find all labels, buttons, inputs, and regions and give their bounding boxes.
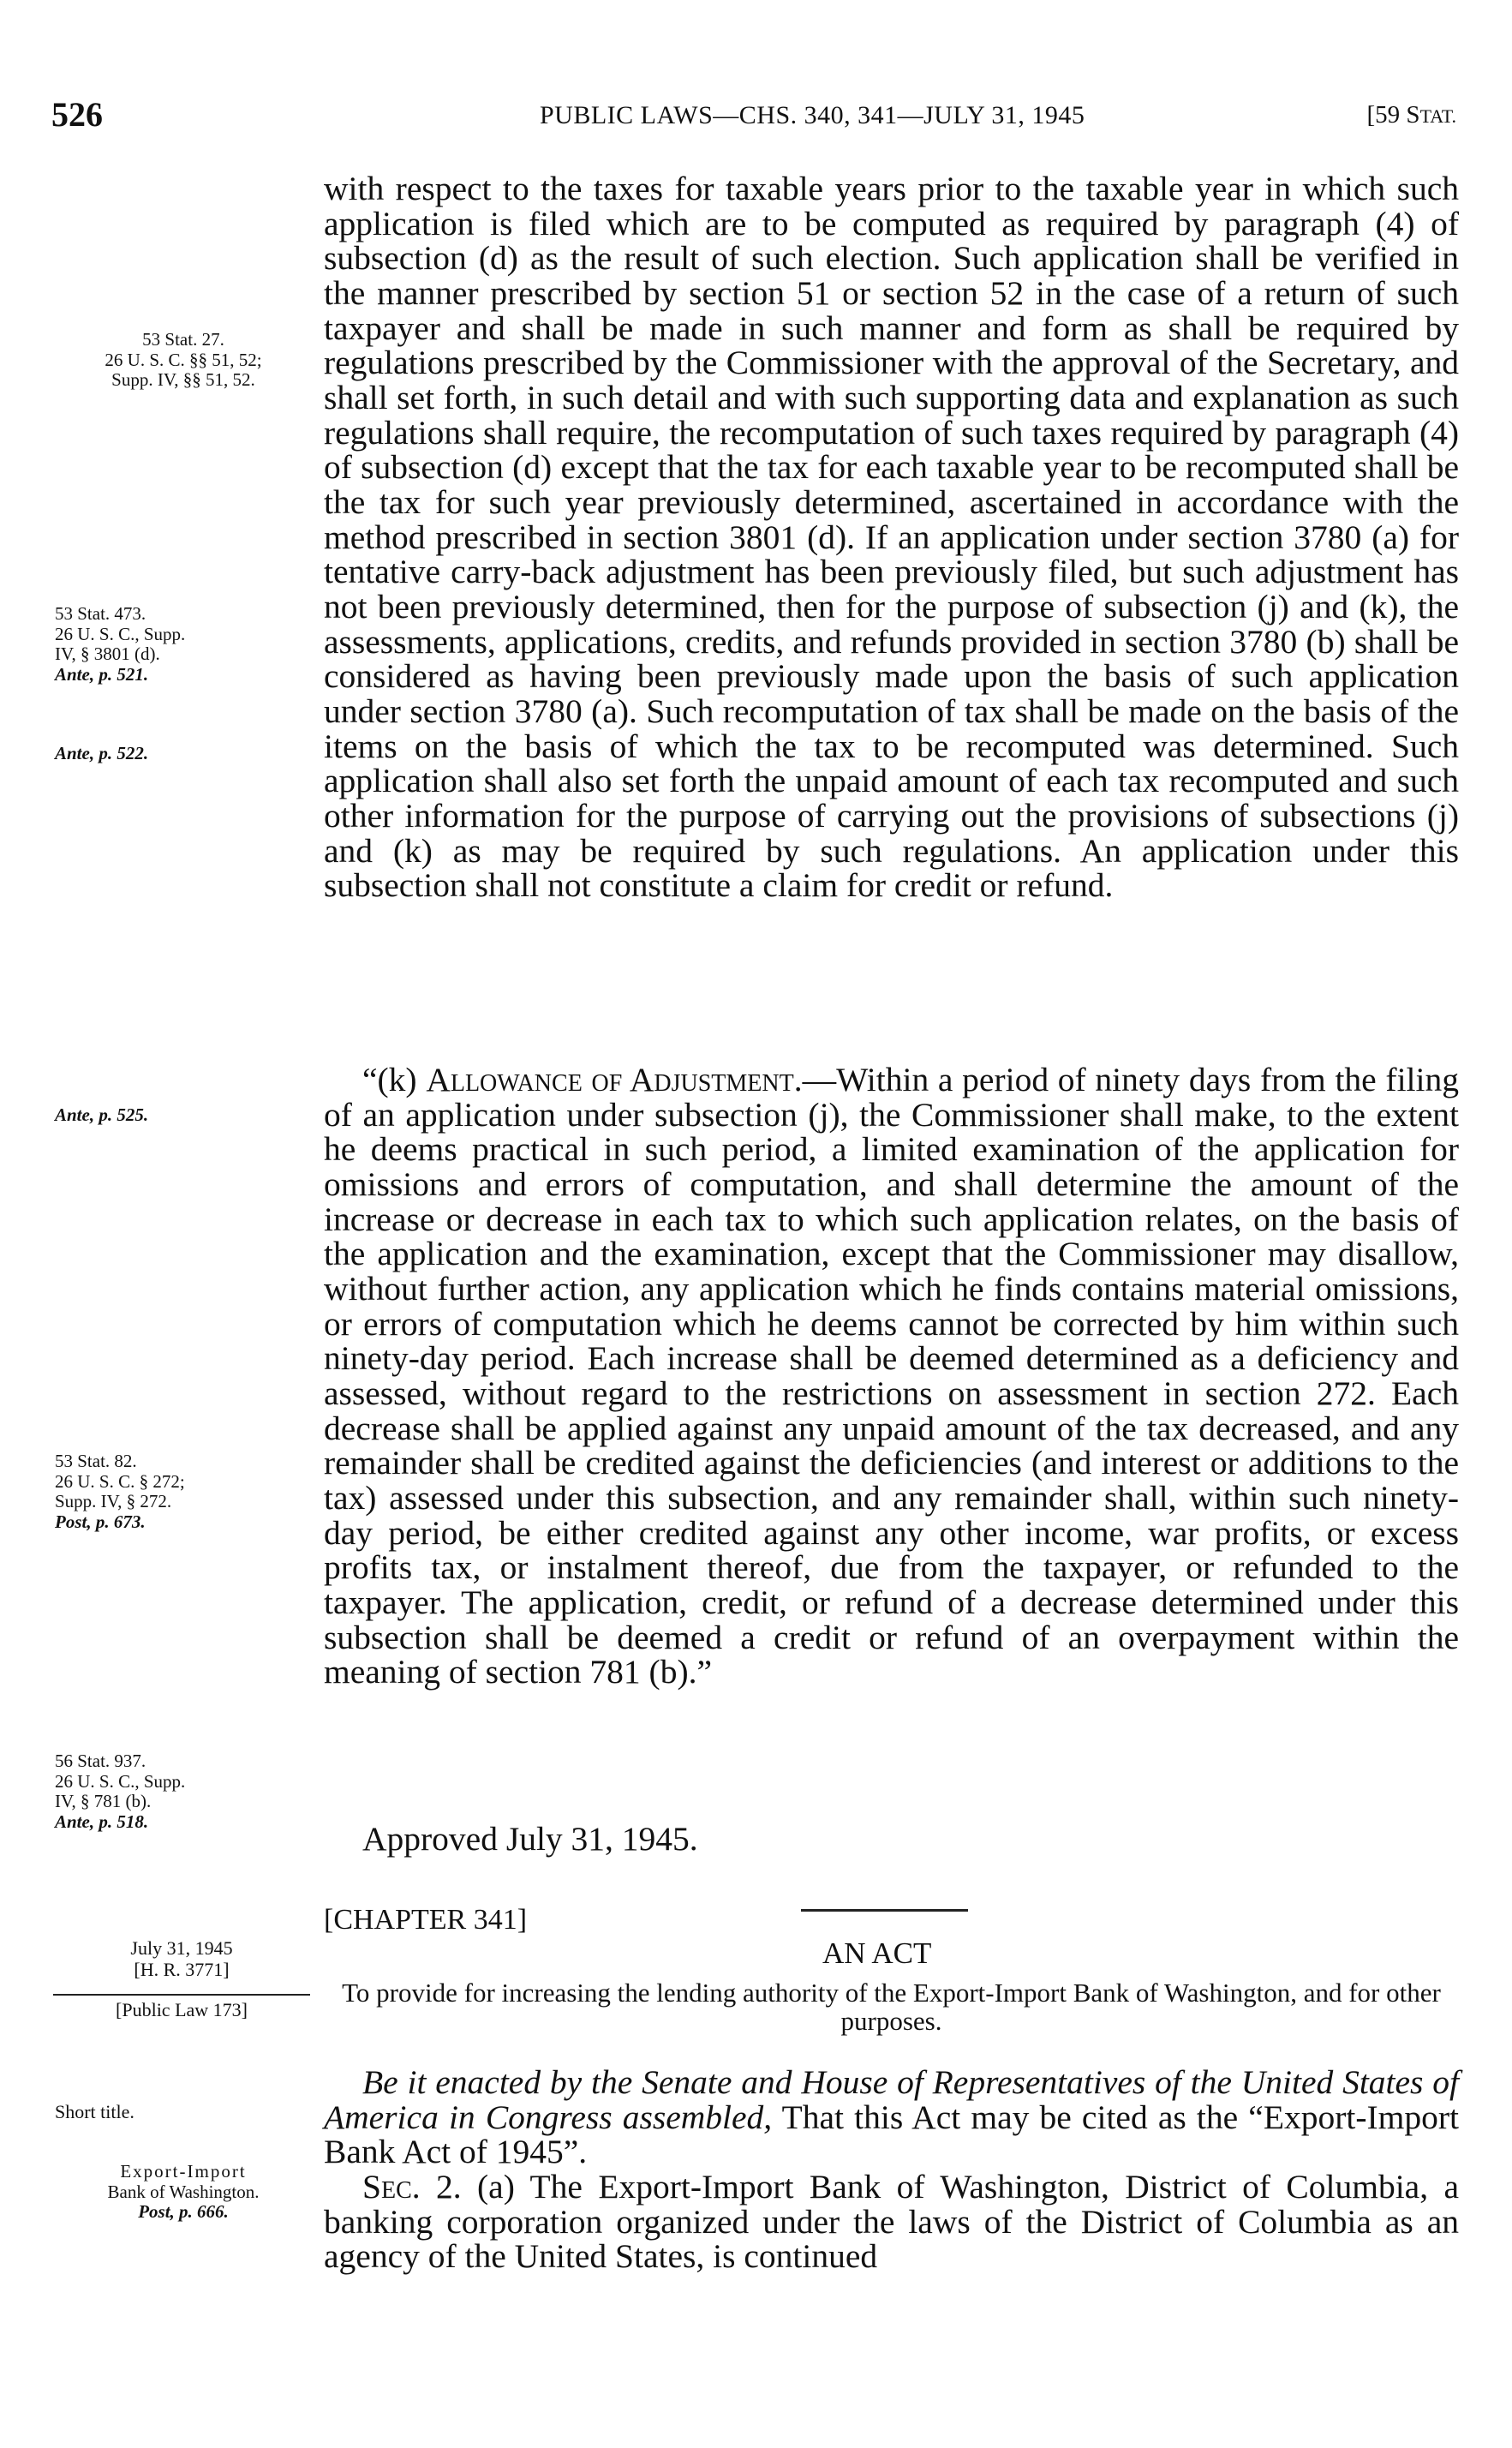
para2-lead: “(k) [362, 1061, 427, 1098]
short-title-text: That this Act may be cited as the “Export-Import Bank Act of 1945”. [324, 2098, 1459, 2171]
margin-post-ref: Post, p. 673. [55, 1511, 146, 1532]
margin-line: Bank of Washington. [107, 2181, 260, 2202]
volume-suffix: TAT. [1419, 105, 1456, 127]
margin-note-citation-1 [55, 330, 312, 391]
chapter-label: [CHAPTER 341] [324, 1904, 528, 1936]
margin-ante-ref: Ante, p. 525. [55, 1104, 149, 1125]
volume-prefix: [59 S [1366, 101, 1420, 129]
margin-note-date-bill [53, 1938, 310, 1980]
margin-ante-ref: Ante, p. 521. [55, 663, 149, 685]
margin-note-citation-3 [55, 1451, 312, 1532]
enacting-formula: Be it enacted by the Senate and House of Representatives of the United States of America in Congress assembled, [324, 2063, 1459, 2136]
body-paragraph-1: with respect to the taxes for taxable years prior to the taxable year in which such application is filed which are to be computed as required by paragraph (4) of subsection (d) as the result of such election. Such application shall be verified in the manner prescribed by section 51 or section 52 in the case of a return of such taxpayer and shall be made in such manner and form as shall be required by regulations prescribed by the Commissioner with the approval of the Secretary, and shall set forth, in such detail and with such supporting data and explanation as such regulations shall require, the recomputation of such taxes required by paragraph (4) of subsection (d) except that the tax for each taxable year to be recomputed shall be the tax for such year previously determined, ascertained in accordance with the method prescribed in section 3801 (d). If an application under section 3780 (a) for tentative carry-back adjustment has been previously filed, but such adjustment has not been previously determined, then for the purpose of subsection (j) and (k), the assessments, applications, credits, and refunds provided in section 3780 (b) shall be considered as having been previously made upon the basis of such application under section 3780 (a). Such recomputation of tax shall be made on the basis of the items on the basis of which the tax to be recomputed was determined. Such application shall also set forth the unpaid amount of each tax recomputed and such other information for the purpose of carrying out the provisions of subsections (j) and (k) as may be required by such regulations. An application under this subsection shall not constitute a claim for credit or refund. [324, 170, 1459, 905]
margin-line: 56 Stat. 937. [55, 1751, 146, 1771]
margin-ante-ref: Ante, p. 518. [55, 1811, 149, 1832]
volume-reference [1367, 101, 1456, 129]
margin-line: Supp. IV, § 272. [55, 1491, 172, 1512]
margin-note-export-import [55, 2162, 312, 2223]
enacting-clause [324, 2065, 1459, 2274]
page-number: 526 [51, 95, 103, 134]
margin-line: July 31, 1945 [130, 1937, 233, 1959]
margin-line: IV, § 3801 (d). [55, 643, 160, 665]
margin-note-ante-525 [55, 1105, 312, 1126]
margin-line: Supp. IV, §§ 51, 52. [111, 369, 255, 391]
margin-line: 53 Stat. 82. [55, 1451, 137, 1471]
margin-ante-ref: Ante, p. 522. [55, 743, 149, 763]
margin-line: IV, § 781 (b). [55, 1791, 152, 1812]
approval-line: Approved July 31, 1945. [362, 1820, 698, 1858]
page-header [51, 94, 1456, 146]
act-title: AN ACT [822, 1936, 932, 1970]
margin-note-public-law: [Public Law 173] [116, 1999, 248, 2020]
margin-divider-rule [53, 1994, 310, 1996]
para2-heading: Allowance of Adjustment [426, 1061, 794, 1098]
divider-rule [801, 1909, 968, 1912]
section-label: Sec. 2. [362, 2168, 462, 2206]
margin-line: 53 Stat. 473. [55, 603, 146, 624]
margin-line: [H. R. 3771] [134, 1958, 230, 1980]
section-text: (a) The Export-Import Bank of Washington, District of Columbia, a banking corporation organized under the laws of the District of Columbia as an agency of the United States, is continued [324, 2168, 1459, 2276]
margin-note-citation-4 [55, 1751, 312, 1832]
margin-note-ante-522 [55, 744, 312, 764]
act-purpose: To provide for increasing the lending authority of the Export-Import Bank of Washington, and for other purposes. [342, 1978, 1441, 2036]
running-head: PUBLIC LAWS—CHS. 340, 341—JULY 31, 1945 [540, 101, 1085, 129]
body-paragraph-2 [324, 1062, 1459, 1690]
para2-text: .—Within a period of ninety days from the filing of an application under subsection (j), the Commissioner shall make, to the extent he deems practical in such period, a limited examination of the application for omissions and errors of computation, and shall determine the amount of the increase or decrease in each tax to which such application relates, on the basis of the application and the examination, except that the Commissioner may disallow, without further action, any application which he finds contains material omissions, or errors of computation which he deems cannot be corrected by him within such ninety-day period. Each increase shall be deemed determined as a deficiency and assessed, without regard to the restrictions on assessment in section 272. Each decrease shall be applied against any unpaid amount of the tax decreased, and any remainder shall be credited against the deficiencies (and interest or additions to the tax) assessed under this subsection, and any remainder shall, within such ninety-day period, be either credited against any other income, war profits, or excess profits tax, or instalment thereof, due from the taxpayer, or refunded to the taxpayer. The application, credit, or refund of a decrease determined under this subsection shall be deemed a credit or refund of an overpayment within the meaning of section 781 (b).” [324, 1061, 1459, 1691]
margin-line: 26 U. S. C., Supp. [55, 623, 186, 644]
margin-note-short-title: Short title. [55, 2101, 134, 2122]
margin-line: 26 U. S. C., Supp. [55, 1770, 186, 1792]
margin-line: 26 U. S. C. § 272; [55, 1470, 185, 1492]
margin-line: 53 Stat. 27. [142, 329, 224, 350]
margin-line: 26 U. S. C. §§ 51, 52; [105, 349, 262, 370]
margin-post-ref: Post, p. 666. [138, 2201, 229, 2223]
margin-line: Export-Import [120, 2161, 247, 2182]
margin-note-citation-2 [55, 604, 312, 685]
